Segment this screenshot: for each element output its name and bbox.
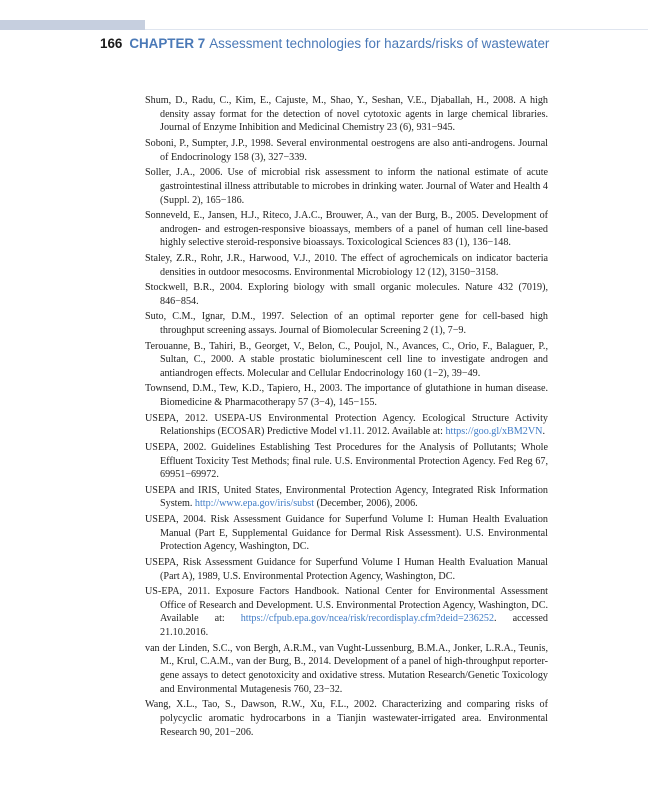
reference-text: USEPA, 2002. Guidelines Establishing Test Procedures for the Analysis of Pollutants; Whole Effluent Toxicity Test Methods; final rule. U.S. Environmental Protection Agency. Fed Reg 67, 69951−69972. [145,441,548,481]
reference-item [145,698,548,739]
reference-text: Wang, X.L., Tao, S., Dawson, R.W., Xu, F.L., 2002. Characterizing and comparing risks of polycyclic aromatic hydrocarbons in a Tianjin wastewater-irrigated area. Environmental Research 90, 201−206. [145,699,548,738]
reference-item [145,441,548,482]
chapter-title: Assessment technologies for hazards/risks of wastewater [209,36,550,51]
reference-suffix: . [542,426,546,438]
header-accent-bar [0,20,145,30]
reference-item [145,137,548,164]
reference-item [145,310,548,337]
reference-text: USEPA, 2004. Risk Assessment Guidance for Superfund Volume I: Human Health Evaluation Manual (Part E, Supplemental Guidance for Dermal Risk Assessment). U.S. Environmental Protection Agency, Washington, DC. [145,513,548,553]
reference-item [145,642,548,697]
reference-suffix: (December, 2006), 2006. [314,498,418,510]
reference-text: US-EPA, 2011. Exposure Factors Handbook. National Center for Environmental Assessment Office of Research and Development. U.S. Environmental Protection Agency, Washington, DC. Available at: [145,586,548,625]
reference-item [145,94,548,135]
reference-item [145,340,548,381]
reference-text: Soboni, P., Sumpter, J.P., 1998. Several environmental oestrogens are also anti-androgens. Journal of Endocrinology 158 (3), 327−339. [145,137,548,163]
reference-item [145,281,548,308]
reference-item [145,252,548,279]
reference-item [145,484,548,511]
reference-item [145,513,548,554]
header-rule [145,29,648,30]
reference-link[interactable]: http://www.epa.gov/iris/subst [194,498,315,510]
running-head [100,34,549,54]
reference-link[interactable]: https://goo.gl/xBM2VN [445,426,543,438]
reference-text: Staley, Z.R., Rohr, J.R., Harwood, V.J., 2010. The effect of agrochemicals on indicator bacteria densities in outdoor mesocosms. Environmental Microbiology 12 (12), 3150−3158. [145,252,548,278]
reference-text: Terouanne, B., Tahiri, B., Georget, V., Belon, C., Poujol, N., Avances, C., Orio, F., Balaguer, P., Sultan, C., 2000. A stable prostatic bioluminescent cell line to investigate androgen and antiandrogen effects. Molecular and Cellular Endocrinology 160 (1−2), 39−49. [145,340,548,379]
chapter-label: CHAPTER 7 [129,36,206,51]
reference-item [145,585,548,640]
reference-list [145,94,548,741]
reference-text: van der Linden, S.C., von Bergh, A.R.M., van Vught-Lussenburg, B.M.A., Jonker, L.R.A., Teunis, M., Krul, C.A.M., van der Burg, B., 2014. Development of a panel of high-throughput reporter-gene assays to detect genotoxicity and oxidative stress. Mutation Research/Genetic Toxicology and Environmental Mutagenesis 760, 23−32. [145,642,548,695]
reference-text: Townsend, D.M., Tew, K.D., Tapiero, H., 2003. The importance of glutathione in human disease. Biomedicine & Pharmacotherapy 57 (3−4), 145−155. [145,383,548,409]
reference-item [145,166,548,207]
reference-text: USEPA, Risk Assessment Guidance for Superfund Volume I Human Health Evaluation Manual (Part A), 1989, U.S. Environmental Protection Agency, Washington, DC. [145,556,548,582]
reference-suffix: . accessed 21.10.2016. [160,613,548,639]
reference-item [145,412,548,439]
reference-text: Shum, D., Radu, C., Kim, E., Cajuste, M., Shao, Y., Seshan, V.E., Djaballah, H., 2008. A high density assay format for the detection of novel cytotoxic agents in large chemical libraries. Journal of Enzyme Inhibition and Medicinal Chemistry 23 (6), 931−945. [145,95,548,134]
reference-text: USEPA and IRIS, United States, Environmental Protection Agency, Integrated Risk Information System. [145,484,548,510]
reference-text: Soller, J.A., 2006. Use of microbial risk assessment to inform the national estimate of acute gastrointestinal illness attributable to microbes in drinking water. Journal of Water and Health 4 (Suppl. 2), 165−186. [145,167,548,206]
reference-link[interactable]: https://cfpub.epa.gov/ncea/risk/recordisplay.cfm?deid=236252 [240,613,495,625]
reference-text: Sonneveld, E., Jansen, H.J., Riteco, J.A.C., Brouwer, A., van der Burg, B., 2005. Development of androgen- and estrogen-responsive bioassays, members of a panel of human cell line-based highly selective steroid-responsive bioassays. Toxicological Sciences 83 (1), 136−148. [145,210,548,249]
reference-item [145,382,548,409]
reference-item [145,209,548,250]
reference-text: Suto, C.M., Ignar, D.M., 1997. Selection of an optimal reporter gene for cell-based high throughput screening assays. Journal of Biomolecular Screening 2 (1), 7−9. [145,311,548,337]
reference-text: Stockwell, B.R., 2004. Exploring biology with small organic molecules. Nature 432 (7019), 846−854. [145,282,548,307]
reference-item [145,556,548,583]
reference-text: USEPA, 2012. USEPA-US Environmental Protection Agency. Ecological Structure Activity Relationships (ECOSAR) Predictive Model v1.11. 2012. Available at: [145,412,548,438]
page-number: 166 [100,36,123,51]
